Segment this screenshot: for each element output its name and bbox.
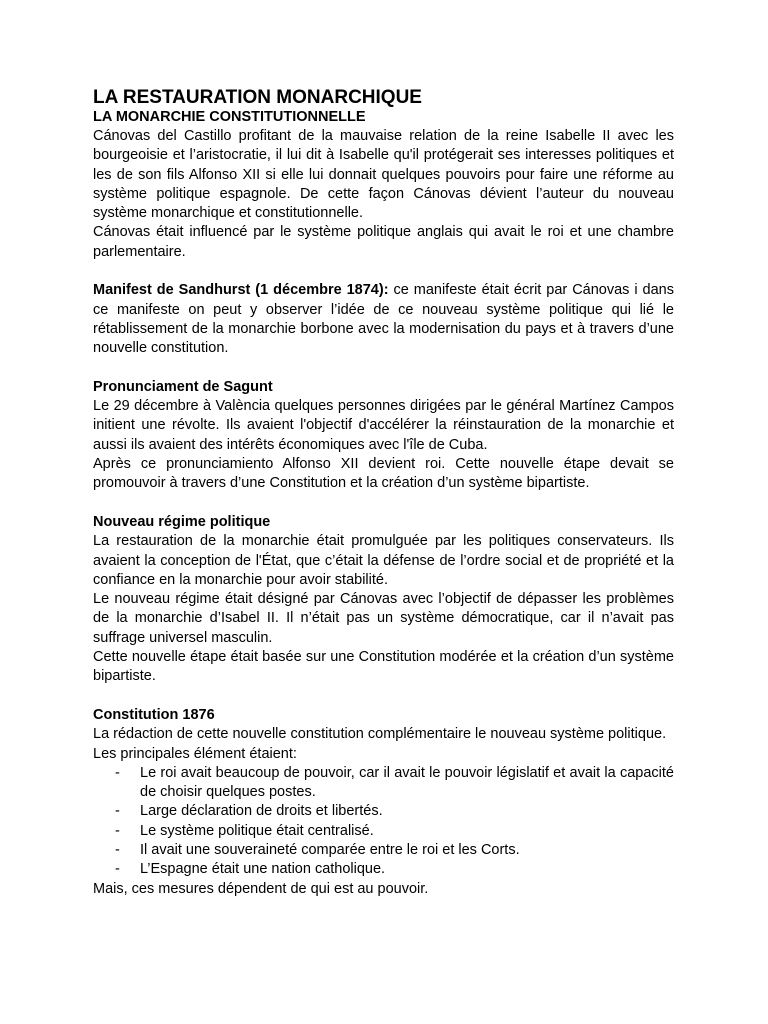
spacer — [93, 494, 674, 513]
list-item-text: Le système politique était centralisé. — [140, 822, 374, 839]
intro-paragraph-2: Cánovas était influencé par le système politique anglais qui avait le roi et une chambre parlementaire. — [93, 224, 674, 260]
list-item — [93, 841, 674, 860]
manifest-paragraph — [93, 281, 674, 358]
pronunciament-paragraph-1: Le 29 décembre à València quelques personnes dirigées par le général Martínez Campos initient une révolte. Ils avaient l'objectif d'accélérer la réinstauration de la monarchie et aussi ils avaient des intérêts économiques avec l'île de Cuba. — [93, 398, 674, 453]
page-subtitle: LA MONARCHIE CONSTITUTIONNELLE — [93, 109, 366, 125]
closing-paragraph: Mais, ces mesures dépendent de qui est au pouvoir. — [93, 880, 429, 897]
list-item — [93, 860, 674, 879]
bullet-dash: - — [115, 764, 120, 781]
constitution-paragraph-2: Les principales élément étaient: — [93, 745, 297, 762]
manifest-text: ce manifeste était écrit par Cánovas i dans ce manifeste on peut y observer l’idée de ce nouveau système politique qui lié le rétablissement de la monarchie borbone avec la modernisation du pays et à travers d’une nouvelle constitution. — [93, 282, 674, 357]
bullet-dash: - — [115, 803, 120, 820]
list-item — [93, 764, 674, 803]
list-item-text: Le roi avait beaucoup de pouvoir, car il avait le pouvoir législatif et avait la capacité de choisir quelques postes. — [140, 764, 674, 801]
bullet-dash: - — [115, 861, 120, 878]
page-title: LA RESTAURATION MONARCHIQUE — [93, 87, 422, 108]
pronunciament-heading: Pronunciament de Sagunt — [93, 378, 273, 395]
list-item — [93, 822, 674, 841]
pronunciament-paragraph-2: Après ce pronunciamiento Alfonso XII devient roi. Cette nouvelle étape devait se promouvoir à travers d’une Constitution et la création d’un système bipartiste. — [93, 456, 674, 492]
list-item-text: Large déclaration de droits et libertés. — [140, 803, 383, 820]
list-item-text: Il avait une souveraineté comparée entre le roi et les Corts. — [140, 841, 520, 858]
bullet-dash: - — [115, 822, 120, 839]
regime-paragraph-3: Cette nouvelle étape était basée sur une Constitution modérée et la création d’un système bipartiste. — [93, 649, 674, 685]
regime-paragraph-1: La restauration de la monarchie était promulguée par les politiques conservateurs. Ils avaient la conception de l'État, que c’était la défense de l’ordre social et de propriété et la confiance en la monarchie pour avoir stabilité. — [93, 533, 674, 588]
spacer — [93, 687, 674, 706]
intro-paragraph-1: Cánovas del Castillo profitant de la mauvaise relation de la reine Isabelle II avec les bourgeoisie et l’aristocratie, il lui dit à Isabelle qu'il protégerait ses interesses politiques et les de son fils Alfonso XII si elle lui donnait quelques pouvoirs pour faire une réforme au système politique espagnole. De cette façon Cánovas dévient l’auteur du nouveau système monarchique et constitutionnelle. — [93, 128, 674, 222]
regime-heading: Nouveau régime politique — [93, 513, 271, 530]
spacer — [93, 359, 674, 378]
bullet-dash: - — [115, 841, 120, 858]
regime-paragraph-2: Le nouveau régime était désigné par Cánovas avec l’objectif de dépasser les problèmes de la monarchie d’Isabel II. Il n’était pas un système démocratique, car il n’avait pas suffrage universel masculin. — [93, 591, 674, 646]
constitution-bullet-list — [93, 764, 674, 880]
list-item — [93, 802, 674, 821]
list-item-text: L’Espagne était une nation catholique. — [140, 861, 386, 878]
constitution-heading: Constitution 1876 — [93, 706, 215, 723]
constitution-paragraph-1: La rédaction de cette nouvelle constitution complémentaire le nouveau système politique. — [93, 726, 667, 743]
manifest-heading: Manifest de Sandhurst (1 décembre 1874): — [93, 282, 389, 299]
spacer — [93, 262, 674, 281]
